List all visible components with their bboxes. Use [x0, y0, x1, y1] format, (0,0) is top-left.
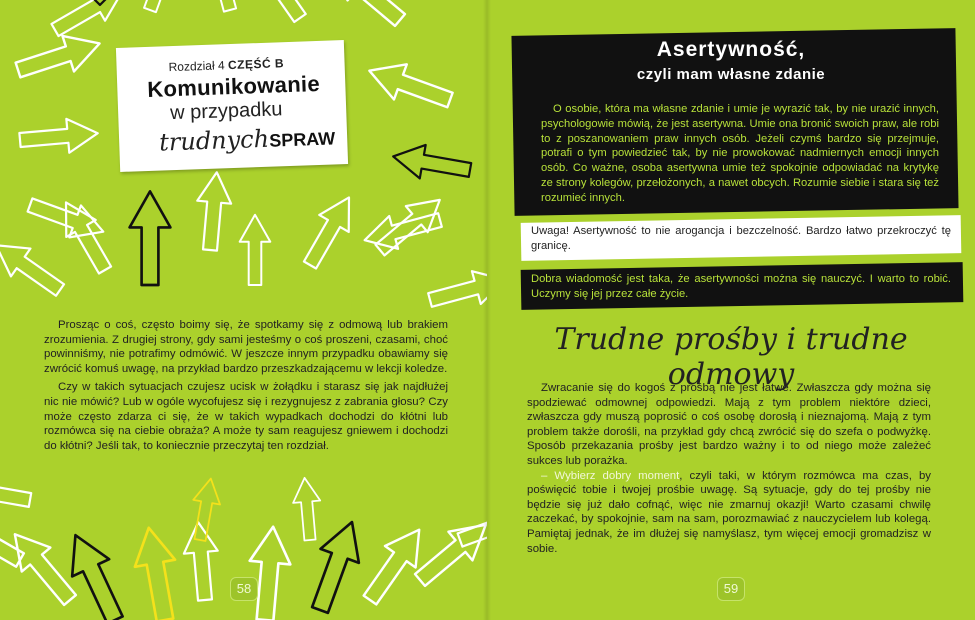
arrow-icon: [301, 515, 371, 617]
tip-highlight: – Wybierz dobry moment: [541, 469, 680, 482]
arrow-icon: [240, 215, 271, 285]
title-line-1: Komunikowanie: [146, 70, 321, 102]
assertiveness-paragraph: O osobie, która ma własne zdanie i umie je wyrazić tak, by nie urazić innych, psychologowie mówią, że jest asertywna. Umie ona bronić swoich praw, ale robi to z poszanowaniem praw innych osób. Jeżeli czymś bardzo się przejmuje, potrafi o tym powiedzieć tak, by nie prowokować nadmiernych emocji innych osób. Co ważne, osoba asertywna umie też spokojnie odpowiadać na krytykę ze strony kolegów, przełożonych, a nawet obcych. Rozumie siebie i stara się też rozumieć innych.: [541, 103, 939, 204]
book-gutter: [483, 0, 491, 620]
left-page: [0, 0, 487, 620]
page-number-left: 58: [230, 577, 258, 601]
chapter-title-card: [116, 40, 348, 172]
arrow-icon: [136, 0, 189, 15]
section-paragraph-1: Zwracanie się do kogoś z prośbą nie jest łatwe. Zwłaszcza gdy można się spodziewać odmownej odpowiedzi. Mają z tym problem niektóre dzieci, zwłaszcza gdy muszą poprosić o coś osobę dorosłą i nieznajomą. Mają z tym problem także dorośli, na przykład gdy chcą zwrócić się do szefa o podwyżkę. Sposób przekazania prośby jest bardzo ważny i to od niego może zależeć sukces lub porażka.: [527, 382, 931, 467]
intro-paragraph-1: Prosząc o coś, często boimy się, że spotkamy się z odmową lub brakiem zrozumienia. Z drugiej strony, gdy sami jesteśmy o coś proszeni, czasami, choć powinniśmy, nie potrafimy odmówić. W jeszcze innym przypadku obawiamy się zwrócić komuś uwagę, na przykład bardzo przeszkadzającemu w lekcji koledze.: [44, 319, 448, 375]
assertiveness-title: Asertywność,: [656, 38, 806, 61]
arrow-icon: [408, 511, 487, 595]
arrow-icon: [241, 0, 314, 28]
arrow-icon: [19, 116, 100, 157]
right-page: [487, 0, 975, 620]
arrow-icon: [47, 0, 132, 45]
section-text: [527, 381, 931, 556]
good-news-text: Dobra wiadomość jest taka, że asertywności można się nauczyć. I warto to robić. Uczymy się jej przez całe życie.: [531, 273, 951, 300]
tip-paragraph: [527, 469, 931, 557]
title-line-4: SPRAW: [268, 128, 336, 151]
arrow-icon: [355, 519, 435, 611]
arrow-icon: [57, 527, 134, 620]
arrow-icon: [390, 140, 473, 187]
tip-text: , czyli taki, w którym rozmówca ma czas, by poświęcić tobie i twojej prośbie uwagę. Są sytuacje, gdy do tej prośby nie będzie się już dało cofnąć, więc nie zmarnuj okazji! Warto czasami chwilę zaczekać, by spokojnie, sam na sam, porozmawiać z nauczycielem lub kolegą. Pamiętaj jednak, że im dłużej się namyślasz, tym więcej emocji gromadzisz w sobie.: [527, 469, 931, 555]
title-line-2: w przypadku: [169, 98, 283, 125]
arrow-icon: [245, 525, 294, 620]
arrow-icon: [0, 470, 33, 517]
chapter-prefix: Rozdział 4: [168, 58, 225, 75]
arrow-icon: [181, 521, 222, 602]
intro-text: [44, 318, 448, 457]
arrow-icon: [130, 191, 171, 285]
section-title: Trudne prośby i trudne odmowy: [554, 322, 908, 392]
arrow-icon: [0, 231, 70, 304]
arrow-icon: [197, 0, 245, 14]
arrow-icon: [363, 53, 456, 117]
assertiveness-subtitle: czyli mam własne zdanie: [636, 66, 826, 83]
arrow-icon: [129, 524, 185, 620]
intro-paragraph-2: Czy w takich sytuacjach czujesz ucisk w żołądku i starasz się jak najdłużej nic nie mówić? Lub w ogóle wycofujesz się i rezygnujesz z zabrania głosu? Czy może często zdarza ci się, że w takich wypadkach dochodzi do kłótni lub rozmówca się na ciebie obraża? A może ty sam reagujesz gniewem i dochodzi do kłótni? Jeśli tak, to koniecznie przeczytaj ten rozdział.: [44, 381, 448, 452]
arrow-icon: [291, 477, 324, 542]
assertiveness-body: [541, 102, 939, 206]
arrow-icon: [193, 171, 234, 252]
warning-note-text: Uwaga! Asertywność to nie arogancja i bezczelność. Bardzo łatwo przekroczyć tę granicę.: [531, 225, 951, 252]
page-number-right: 59: [717, 577, 745, 601]
arrow-icon: [360, 204, 444, 257]
chapter-part: CZĘŚĆ B: [227, 56, 285, 73]
arrow-icon: [322, 0, 412, 34]
arrow-icon: [426, 263, 487, 316]
chapter-label: [168, 56, 284, 74]
arrow-icon: [51, 194, 119, 279]
title-line-3: trudnych: [158, 124, 270, 157]
arrow-icon: [295, 189, 363, 274]
